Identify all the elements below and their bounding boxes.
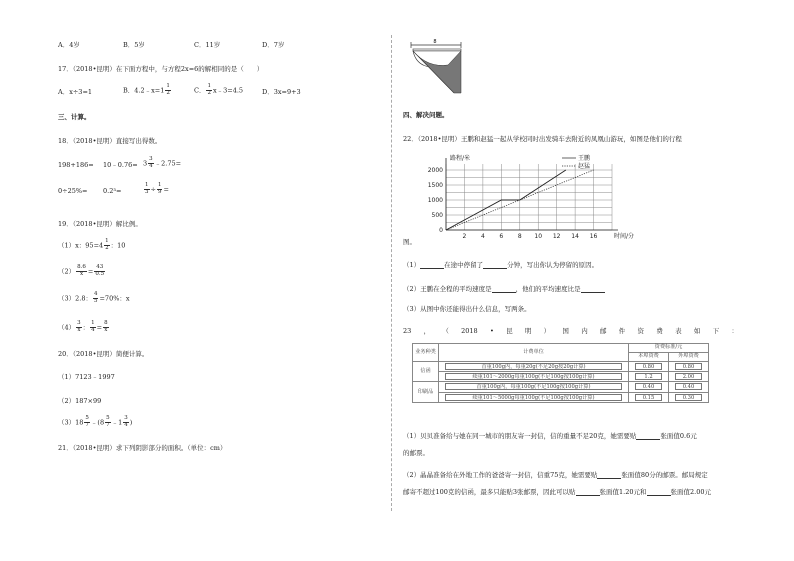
fraction: $\frac{43}{0.5}$: [95, 264, 105, 277]
header-remote: 外埠资费: [669, 353, 709, 362]
answer-blank[interactable]: [420, 263, 444, 269]
y-axis-label: 路程/米: [450, 155, 471, 162]
q18-item-4: 0÷25%=: [58, 187, 88, 195]
y-tick-label: 1000: [427, 197, 443, 204]
fraction: $\frac{1}{2}$: [105, 238, 109, 251]
q23-stem-char: 23: [403, 327, 412, 335]
header-fee: 资费标准/元: [629, 344, 709, 353]
q23-stem-char: （: [442, 327, 449, 335]
q21-stem: 21．（2018•昆明）求下列阴影部分的面积。（单位：cm）: [58, 444, 227, 452]
q22-part-3: （3）从图中你还能得出什么信息，写两条。: [403, 305, 531, 313]
q19-item-3: [58, 292, 130, 305]
q19-2-label: （2）: [58, 267, 76, 276]
fraction: $\frac{8}{x}$: [104, 320, 108, 333]
equals: =: [87, 267, 94, 276]
q22-stem: 22．（2018•昆明）王鹏和赵猛一起从学校同时出发骑车去附近的凤凰山游玩，如图是他们的行程: [403, 135, 682, 143]
q23-stem-char: 资: [637, 327, 645, 335]
q17-c-label: C．: [194, 86, 206, 95]
q17-stem: 17．（2018•昆明）在下面方程中，与方程2x=6的解相同的是（ ）: [58, 65, 264, 73]
column-divider: [391, 35, 392, 511]
text: 张面值80分的邮票。邮局规定: [621, 471, 708, 479]
paren-close: ): [129, 418, 133, 427]
unit-cell: 首重100g内，每重20g(不足20g按20g计算): [445, 363, 622, 370]
q23-stem-char: 国: [562, 327, 569, 335]
postage-fee-table: [412, 343, 709, 403]
section-3-heading: 三、计算。: [58, 113, 91, 121]
q19-item-2: [58, 265, 106, 278]
q20-3-label: （3）18: [58, 418, 84, 427]
q17-option-d: D．3x=9+3: [262, 88, 301, 96]
kind-print: 印刷品: [413, 382, 439, 402]
fraction: $\frac{1}{2}$: [166, 83, 170, 96]
figure-top-edge: [413, 49, 461, 51]
table-row: [413, 392, 709, 402]
q23-stem-char: ，: [423, 327, 431, 335]
x-tick-label: 10: [534, 233, 543, 240]
unit-cell: 续重101～5000g每重100g(不足100g按100g计算): [445, 394, 622, 401]
dimension-label: 8: [433, 39, 437, 45]
q21-shaded-figure: [408, 38, 468, 96]
x-tick-label: 2: [462, 233, 467, 240]
text: ，他们的平均速度比是: [515, 285, 581, 293]
answer-blank[interactable]: [597, 473, 621, 479]
q17-option-a: A．x÷3=1: [58, 88, 93, 96]
q19-stem: 19．（2018•昆明）解比例。: [58, 220, 142, 228]
q19-3-tail: =70%：x: [99, 294, 130, 303]
unit-cell: 首重100g内，每重100g(不足100g按100g计算): [445, 383, 622, 390]
x-tick-label: 8: [517, 233, 522, 240]
q18-item-3-text: ﹣2.75=: [154, 159, 182, 168]
q23-stem-char: 费: [656, 327, 663, 335]
table-row: [413, 372, 709, 382]
fraction: $\frac{5}{7}$: [106, 415, 110, 428]
y-tick-label: 0: [439, 227, 443, 234]
answer-blank[interactable]: [483, 263, 507, 269]
q22-part-1: [403, 262, 598, 269]
q23-stem-char: 2018: [461, 327, 478, 335]
text: 张面值1.20元和: [599, 488, 647, 496]
fraction: $\frac{4}{5}$: [93, 291, 98, 304]
answer-blank[interactable]: [581, 287, 605, 293]
q23-stem-char: 昆: [506, 327, 513, 335]
q22-part-2: [403, 286, 605, 293]
fraction: $\frac{1}{2}$: [207, 83, 211, 96]
equals: =: [163, 185, 169, 194]
local-fee: 0.40: [635, 383, 662, 390]
q23-stem: [403, 328, 738, 335]
q19-4-label: （4）: [58, 323, 76, 332]
text: （2）晶晶准备给在外地工作的爸爸寄一封信，信重75克，她需要贴: [403, 471, 598, 479]
text: 张面值2.00元: [670, 488, 712, 496]
answer-blank[interactable]: [636, 434, 660, 440]
q20-item-1: （1）7123﹣1997: [58, 373, 115, 381]
x-tick-label: 14: [571, 233, 579, 240]
travel-chart: [416, 152, 636, 244]
remote-fee: 0.40: [675, 383, 702, 390]
q23-stem-char: 明: [524, 327, 532, 335]
q19-item-1: [58, 239, 125, 252]
unit-cell: 续重101～2000g每重100g(不足100g按100g计算): [445, 373, 622, 380]
remote-fee: 0.30: [675, 394, 702, 401]
fraction: $\frac{1}{9}$: [157, 182, 162, 195]
equals: =: [96, 323, 103, 332]
table-row: [413, 362, 709, 372]
legend-label: 王鹏: [578, 155, 591, 162]
y-tick-label: 1500: [427, 182, 443, 189]
legend-label: 赵猛: [578, 163, 591, 170]
q18-stem: 18．（2018•昆明）直接写出得数。: [58, 137, 162, 145]
local-fee: 0.80: [635, 363, 662, 370]
table-row: [413, 382, 709, 392]
q23-stem-char: ：: [731, 327, 738, 335]
q20-item-2: （2）187×99: [58, 397, 102, 405]
text: （1）贝贝准备给与她在同一城市的朋友寄一封信，信的重量不足20克，她需要贴: [403, 432, 637, 440]
header-unit: 计费单位: [439, 344, 629, 362]
q20-3-mid: ﹣(8: [90, 418, 105, 427]
q23-stem-char: 件: [618, 327, 626, 335]
text: 邮寄不超过100克的信函，最多只能贴3张邮票，因此可以贴: [403, 488, 576, 496]
x-axis-label: 时间/分: [614, 233, 635, 240]
q18-item-3: [143, 157, 181, 170]
ratio-colon: ：: [82, 323, 90, 332]
q17-c-text: x﹣3=4.5: [212, 86, 244, 95]
q18-item-1: 198+186=: [58, 161, 94, 169]
q18-item-5: 0.2³=: [103, 187, 122, 195]
q23-part-2-line1: [403, 472, 708, 479]
x-tick-label: 16: [589, 233, 598, 240]
q16-option-d: D．7岁: [262, 41, 285, 49]
local-fee: 0.15: [635, 394, 662, 401]
y-tick-label: 2000: [427, 167, 443, 174]
q23-stem-char: 邮: [599, 327, 607, 335]
kind-letter: 信函: [413, 362, 439, 382]
y-tick-label: 500: [431, 212, 443, 219]
q17-option-b: [123, 84, 172, 97]
q20-item-3: [58, 416, 132, 429]
answer-blank[interactable]: [647, 490, 671, 496]
fraction: $\frac{3}{4}$: [124, 415, 128, 428]
x-tick-label: 12: [552, 233, 561, 240]
fraction: $\frac{3}{x}$: [77, 320, 81, 333]
q20-stem: 20．（2018•昆明）简便计算。: [58, 350, 149, 358]
text: 分钟，写出你认为停留的原因。: [507, 261, 599, 269]
q18-item-2: 10﹣0.76=: [103, 161, 138, 169]
q19-1-text: （1）x：95=4: [58, 241, 104, 250]
q16-option-c: C．11岁: [194, 41, 221, 49]
text: 在途中停留了: [444, 261, 484, 269]
q19-item-4: [58, 321, 110, 334]
text: （2）王鹏在全程的平均速度是: [403, 285, 492, 293]
q17-b-text: B．4.2﹣x=1: [123, 86, 165, 95]
header-local: 本埠资费: [629, 353, 669, 362]
fraction: $\frac{1}{4}$: [91, 320, 95, 333]
x-tick-label: 6: [499, 233, 504, 240]
fraction: $\frac{5}{7}$: [85, 415, 89, 428]
q17-option-c: [194, 84, 243, 97]
header-kind: 业务种类: [413, 344, 439, 362]
q18-item-6: [143, 183, 169, 196]
mixed-int: 3: [143, 159, 148, 168]
answer-blank[interactable]: [576, 490, 600, 496]
q23-part-2-line2: [403, 489, 711, 496]
q20-3-mid2: ﹣1: [111, 418, 123, 427]
text: 张面值0.6元: [660, 432, 697, 440]
operator: ÷: [150, 185, 156, 194]
answer-blank[interactable]: [492, 287, 516, 293]
q22-stem-tail: 图。: [403, 238, 416, 246]
label: （1）: [403, 261, 421, 269]
q19-3-text: （3）2.8：: [58, 294, 92, 303]
q23-stem-char: ）: [543, 327, 551, 335]
fraction: $\frac{1}{3}$: [145, 182, 149, 195]
q23-part-1-tail: 的邮票。: [403, 449, 429, 457]
q16-option-b: B．5岁: [123, 41, 145, 49]
q23-part-1: [403, 433, 697, 440]
q23-stem-char: 表: [675, 327, 682, 335]
q16-option-a: A．4岁: [58, 41, 80, 49]
q19-1-tail: ：10: [110, 241, 126, 250]
x-tick-label: 4: [480, 233, 485, 240]
section-4-heading: 四、解决问题。: [403, 111, 449, 119]
q23-stem-char: 如: [693, 327, 701, 335]
q23-stem-char: 内: [581, 327, 588, 335]
remote-fee: 0.80: [675, 363, 702, 370]
local-fee: 1.2: [635, 373, 662, 380]
remote-fee: 2.00: [675, 373, 702, 380]
q23-stem-char: •: [489, 327, 494, 335]
fraction: $\frac{3}{4}$: [149, 156, 153, 169]
q23-stem-char: 下: [712, 327, 720, 335]
fraction: $\frac{8.6}{x}$: [77, 264, 86, 277]
